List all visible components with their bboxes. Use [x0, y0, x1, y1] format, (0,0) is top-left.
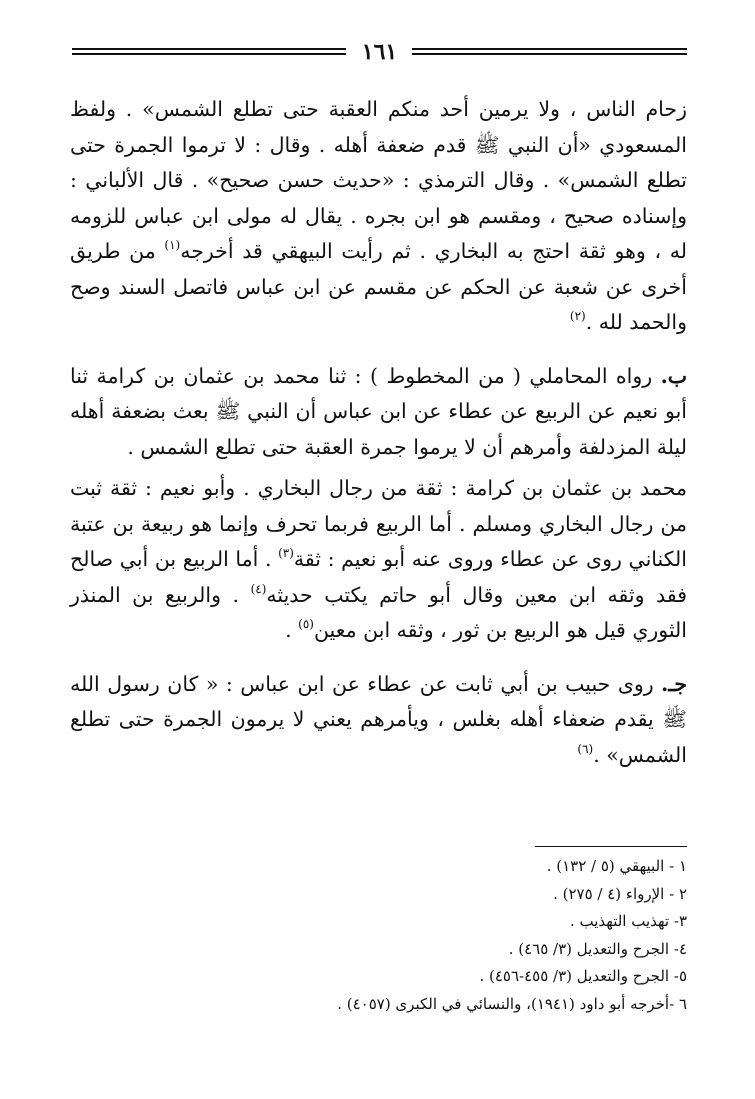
footnotes	[200, 853, 687, 1018]
paragraph-text: . والربيع بن المنذر الثوري قيل هو الربيع بن ثور ، وثقه ابن معين	[70, 582, 687, 642]
footnote-item: ٤- الجرح والتعديل (٣/ ٤٦٥) .	[508, 939, 687, 958]
footnote-item: ٣- تهذيب التهذيب .	[569, 912, 687, 930]
footnote-item: ١ - البيهقي (٥ / ١٣٢) .	[546, 857, 687, 875]
footnote-item: ٥- الجرح والتعديل (٣/ ٤٥٥-٤٥٦) .	[479, 967, 687, 985]
section-marker: ب.	[660, 363, 687, 388]
footnote-ref: (٢)	[569, 309, 586, 323]
footnote-ref: (٣)	[278, 546, 294, 560]
footnote-ref: (٦)	[577, 741, 594, 756]
paragraph-4	[70, 667, 687, 774]
paragraph-text: روى حبيب بن أبي ثابت عن عطاء عن ابن عباس : « كان رسول الله ﷺ يقدم ضعفاء أهله بغلس ، ويأمرهم يعني لا يرمون الجمرة حتى تطلع الشمس» .	[70, 671, 687, 767]
paragraph-text: من طريق أخرى عن شعبة عن الحكم عن مقسم عن ابن عباس فاتصل السند وصح والحمد لله .	[70, 239, 687, 334]
paragraph-text: محمد بن عثمان بن كرامة : ثقة من رجال البخاري . وأبو نعيم : ثقة ثبت من رجال البخاري ومسلم . أما الربيع فربما تحرف وإنما هو ربيعة بن عتبة الكناني روى عن عطاء وروى عنه أبو نعيم : ثقة	[70, 476, 687, 571]
header-rule-right	[412, 48, 687, 55]
paragraph-text: . أما الربيع بن أبي صالح فقد وثقه ابن معين وقال أبو حاتم يكتب حديثه	[70, 547, 687, 607]
section-marker: جـ.	[661, 671, 687, 696]
page-number: ١٦١	[361, 39, 398, 65]
footnote-item: ٦ -أخرجه أبو داود (١٩٤١)، والنسائي في الكبرى (٤٠٥٧) .	[337, 994, 687, 1013]
footnote-ref: (٤)	[250, 581, 267, 596]
header-rule-left	[72, 48, 346, 55]
main-text	[70, 92, 687, 773]
paragraph-text: زحام الناس ، ولا يرمين أحد منكم العقبة حتى تطلع الشمس» . ولفظ المسعودي «أن النبي ﷺ قدم ضعفة أهله . وقال : لا ترموا الجمرة حتى تطلع الشمس» . وقال الترمذي : «حديث حسن صحيح» . قال الألباني : وإسناده صحيح ، ومقسم هو ابن بجره . يقال له مولى ابن عباس للزومه له ، وهو ثقة احتج به البخاري . ثم رأيت البيهقي قد أخرجه	[70, 97, 687, 263]
paragraph-3	[70, 471, 687, 649]
paragraph-2	[70, 359, 687, 466]
footnote-item: ٢ - الإرواء (٤ / ٢٧٥) .	[553, 884, 687, 903]
footnote-separator	[535, 846, 687, 847]
footnote-ref: (٥)	[298, 617, 314, 631]
paragraph-text: رواه المحاملي ( من المخطوط ) : ثنا محمد بن عثمان بن كرامة ثنا أبو نعيم عن الربيع عن عطاء عن ابن عباس أن النبي ﷺ بعث بضعفة أهله ليلة المزدلفة وأمرهم أن لا يرموا جمرة العقبة حتى تطلع الشمس .	[70, 363, 687, 459]
paragraph-text: .	[285, 618, 299, 642]
paragraph-1	[70, 92, 687, 341]
footnote-ref: (١)	[164, 238, 181, 252]
page-header	[72, 40, 687, 66]
